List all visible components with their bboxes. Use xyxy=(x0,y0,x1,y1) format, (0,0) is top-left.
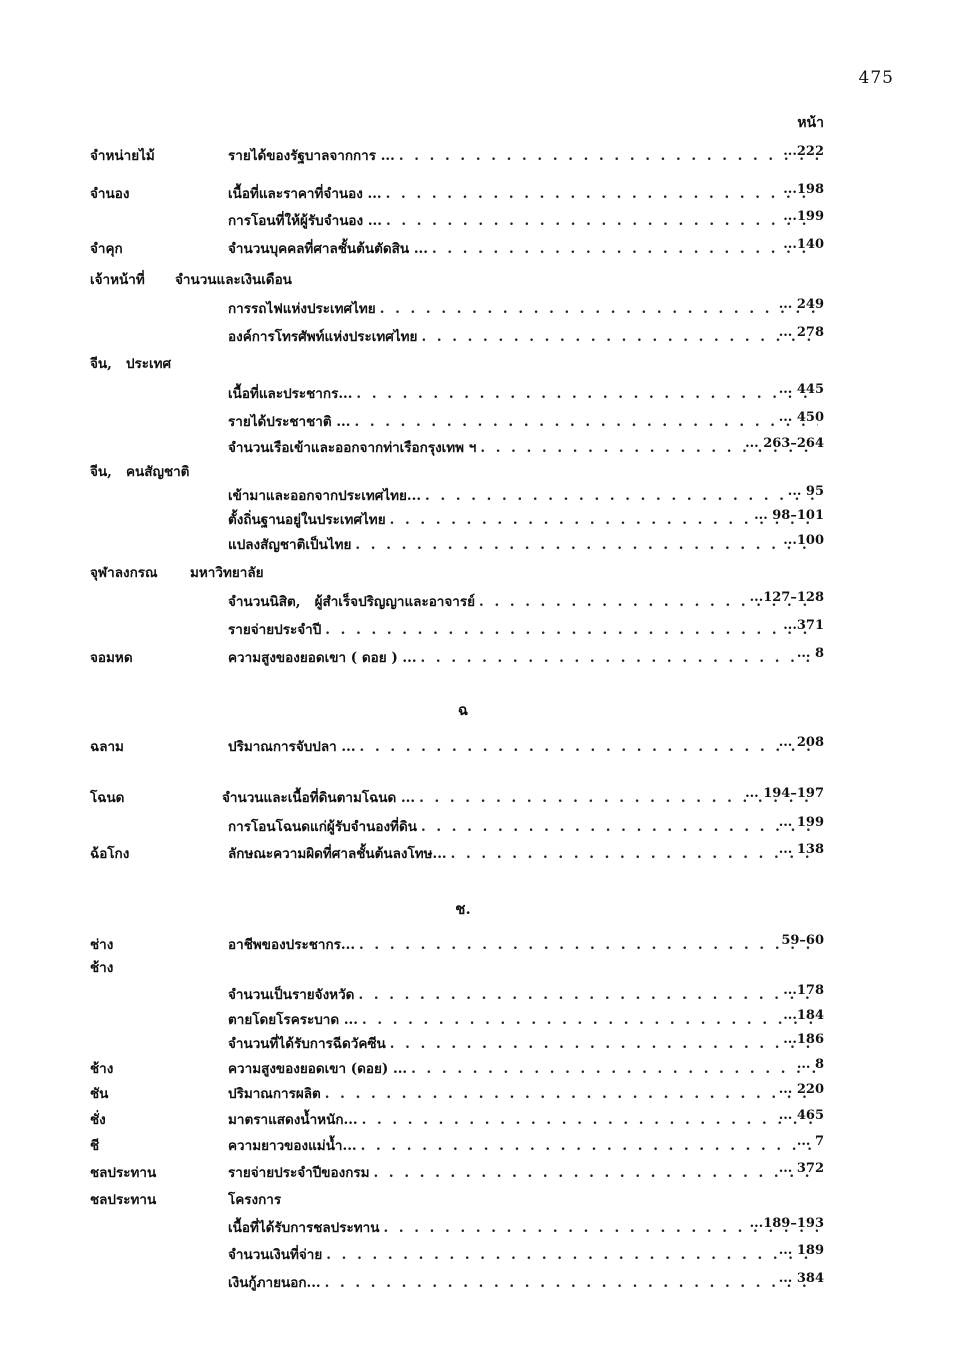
index-row xyxy=(0,325,966,347)
index-row xyxy=(0,1161,966,1183)
index-row xyxy=(0,436,966,458)
index-row xyxy=(0,297,966,319)
index-row xyxy=(0,590,966,612)
page-ref: ... 208 xyxy=(778,735,824,750)
leader-dots xyxy=(451,846,818,862)
index-row xyxy=(0,410,966,432)
index-label: เข้ามาและออกจากประเทศไทย... xyxy=(228,488,422,504)
index-label: ความสูงของยอดเขา ( ดอย ) ... xyxy=(228,650,417,666)
leader-dots xyxy=(362,1012,818,1028)
index-row xyxy=(0,561,966,583)
index-label: ความยาวของแม่น้ำ... xyxy=(228,1138,357,1154)
index-row xyxy=(0,484,966,506)
index-row xyxy=(0,786,966,808)
index-row xyxy=(0,182,966,204)
index-row xyxy=(0,1032,966,1054)
leader-dots xyxy=(399,148,818,164)
index-row xyxy=(0,1108,966,1130)
index-label: เนื้อที่และราคาที่จำนอง ... xyxy=(228,186,382,202)
index-row xyxy=(0,933,966,955)
page-ref: ... 465 xyxy=(778,1108,824,1123)
page-ref: ...222 xyxy=(783,144,824,159)
leader-dots xyxy=(421,650,818,666)
page-ref: ... 7 xyxy=(796,1134,824,1149)
leader-dots xyxy=(361,1138,818,1154)
leader-dots xyxy=(355,537,818,553)
leader-dots xyxy=(362,1112,818,1128)
index-label: จำนวนเงินที่จ่าย xyxy=(228,1247,323,1263)
index-key: ช่าง xyxy=(90,937,114,953)
index-key: ชลประทาน xyxy=(90,1165,157,1181)
index-key: เจ้าหน้าที่ xyxy=(90,272,145,288)
index-label: เงินกู้ภายนอก... xyxy=(228,1275,321,1291)
leader-dots xyxy=(354,414,818,430)
leader-dots xyxy=(421,329,818,345)
index-label: ตั้งถิ่นฐานอยู่ในประเทศไทย xyxy=(228,512,386,528)
index-row xyxy=(0,842,966,864)
index-label: ตายโดยโรคระบาด ... xyxy=(228,1012,358,1028)
index-row xyxy=(0,1082,966,1104)
page-ref: ... 199 xyxy=(778,815,824,830)
index-key: จำหน่ายไม้ xyxy=(90,148,155,164)
leader-dots xyxy=(358,987,818,1003)
index-label: รายได้ประชาชาติ ... xyxy=(228,414,351,430)
index-label: จำนวนนิสิต, ผู้สำเร็จปริญญาและอาจารย์ xyxy=(228,594,476,610)
section-heading: ช. xyxy=(455,900,471,918)
index-label: จำนวนและเนื้อที่ดินตามโฉนด ... xyxy=(222,790,416,806)
index-label: ปริมาณการจับปลา ... xyxy=(228,739,356,755)
index-key: ชี xyxy=(90,1138,100,1154)
index-label: ความสูงของยอดเขา (ดอย) ... xyxy=(228,1061,408,1077)
leader-dots xyxy=(326,1247,818,1263)
page-ref: ... 445 xyxy=(778,382,824,397)
page-ref: ... 450 xyxy=(778,410,824,425)
page-ref: ...140 xyxy=(783,237,824,252)
index-row xyxy=(0,1243,966,1265)
page-ref: ... 95 xyxy=(787,484,824,499)
index-key: ฉ้อโกง xyxy=(90,846,130,862)
leader-dots xyxy=(421,819,818,835)
index-key: โฉนด xyxy=(90,790,125,806)
page-ref: ... 194–197 xyxy=(745,786,824,801)
page-ref: ... 384 xyxy=(778,1271,824,1286)
index-row xyxy=(0,1188,966,1210)
page-ref: 59–60 xyxy=(781,933,824,948)
index-key: ช้าง xyxy=(90,960,114,976)
index-label: แปลงสัญชาติเป็นไทย xyxy=(228,537,352,553)
page-ref: ...371 xyxy=(783,618,824,633)
leader-dots xyxy=(386,213,818,229)
index-label: การโอนโฉนดแก่ผู้รับจำนองที่ดิน xyxy=(228,819,417,835)
index-row xyxy=(0,1008,966,1030)
page-ref: ... 138 xyxy=(778,842,824,857)
page-ref: ...100 xyxy=(783,533,824,548)
page-ref: ...198 xyxy=(783,182,824,197)
leader-dots xyxy=(359,937,818,953)
index-label: เนื้อที่และประชากร... xyxy=(228,386,353,402)
leader-dots xyxy=(360,739,818,755)
index-label: การรถไฟแห่งประเทศไทย xyxy=(228,301,376,317)
index-row xyxy=(0,144,966,166)
index-row xyxy=(0,983,966,1005)
index-label: รายจ่ายประจำปี xyxy=(228,622,322,638)
index-label: จำนวนเรือเข้าและออกจากท่าเรือกรุงเทพ ฯ xyxy=(228,440,477,456)
page-column-header: หน้า xyxy=(797,115,824,131)
page-ref: ... 278 xyxy=(778,325,824,340)
leader-dots xyxy=(325,1086,818,1102)
index-key: ชลประทาน xyxy=(90,1192,157,1208)
index-label: อาชีพของประชากร... xyxy=(228,937,356,953)
index-key: จำคุก xyxy=(90,241,123,257)
index-row xyxy=(0,1057,966,1079)
index-row xyxy=(0,1134,966,1156)
page-ref: ... 220 xyxy=(778,1082,824,1097)
index-row xyxy=(0,237,966,259)
index-label: รายจ่ายประจำปีของกรม xyxy=(228,1165,370,1181)
page-ref: ...186 xyxy=(783,1032,824,1047)
page-ref: ... 189 xyxy=(778,1243,824,1258)
leader-dots xyxy=(432,241,818,257)
index-row xyxy=(0,209,966,231)
index-row xyxy=(0,268,966,290)
index-key: จอมหด xyxy=(90,650,133,666)
index-key: จุฬาลงกรณ xyxy=(90,565,158,581)
page-ref: ...184 xyxy=(783,1008,824,1023)
leader-dots xyxy=(325,1275,818,1291)
index-label: ลักษณะความผิดที่ศาลชั้นต้นลงโทษ... xyxy=(228,846,447,862)
index-key: จำนอง xyxy=(90,186,130,202)
index-key: จีน, คนสัญชาติ xyxy=(90,464,190,480)
index-row xyxy=(0,735,966,757)
index-key: จีน, ประเทศ xyxy=(90,356,172,372)
index-subkey: มหาวิทยาลัย xyxy=(190,565,264,581)
index-row xyxy=(0,815,966,837)
index-row xyxy=(0,646,966,668)
index-key: ช้าง xyxy=(90,1061,114,1077)
leader-dots xyxy=(356,386,818,402)
page-ref: ...127–128 xyxy=(749,590,824,605)
index-key: ฉลาม xyxy=(90,739,124,755)
index-row xyxy=(0,508,966,530)
index-subkey: จำนวนและเงินเดือน xyxy=(175,272,292,288)
leader-dots xyxy=(425,488,818,504)
page-ref: ... 8 xyxy=(796,1057,824,1072)
index-label: องค์การโทรศัพท์แห่งประเทศไทย xyxy=(228,329,418,345)
page-ref: ... 263–264 xyxy=(745,436,824,451)
leader-dots xyxy=(411,1061,818,1077)
leader-dots xyxy=(374,1165,818,1181)
page-ref: ... 8 xyxy=(796,646,824,661)
page-ref: ... 98–101 xyxy=(754,508,824,523)
leader-dots xyxy=(390,1036,818,1052)
section-heading: ฉ xyxy=(457,701,469,719)
page-ref: ...199 xyxy=(783,209,824,224)
index-label: รายได้ของรัฐบาลจากการ ... xyxy=(228,148,395,164)
index-row xyxy=(0,533,966,555)
index-subkey: โครงการ xyxy=(228,1192,282,1208)
leader-dots xyxy=(325,622,818,638)
page-ref: ...189–193 xyxy=(749,1216,824,1231)
index-label: การโอนที่ให้ผู้รับจำนอง ... xyxy=(228,213,382,229)
leader-dots xyxy=(386,186,818,202)
page-ref: ...178 xyxy=(783,983,824,998)
index-label: มาตราแสดงน้ำหนัก... xyxy=(228,1112,358,1128)
index-row xyxy=(0,1216,966,1238)
page-ref: ... 249 xyxy=(778,297,824,312)
index-label: จำนวนที่ได้รับการฉีดวัคซีน xyxy=(228,1036,386,1052)
index-key: ชัน xyxy=(90,1086,109,1102)
index-label: จำนวนเป็นรายจังหวัด xyxy=(228,987,355,1003)
index-label: เนื้อที่ได้รับการชลประทาน xyxy=(228,1220,380,1236)
index-row xyxy=(0,618,966,640)
index-row xyxy=(0,460,966,482)
index-label: จำนวนบุคคลที่ศาลชั้นต้นตัดสิน ... xyxy=(228,241,428,257)
index-row xyxy=(0,1271,966,1293)
index-row xyxy=(0,956,966,978)
index-row xyxy=(0,382,966,404)
index-label: ปริมาณการผลิต xyxy=(228,1086,321,1102)
page-ref: ... 372 xyxy=(778,1161,824,1176)
page-number: 475 xyxy=(858,68,894,88)
leader-dots xyxy=(380,301,818,317)
index-row xyxy=(0,352,966,374)
index-key: ชั่ง xyxy=(90,1112,106,1128)
